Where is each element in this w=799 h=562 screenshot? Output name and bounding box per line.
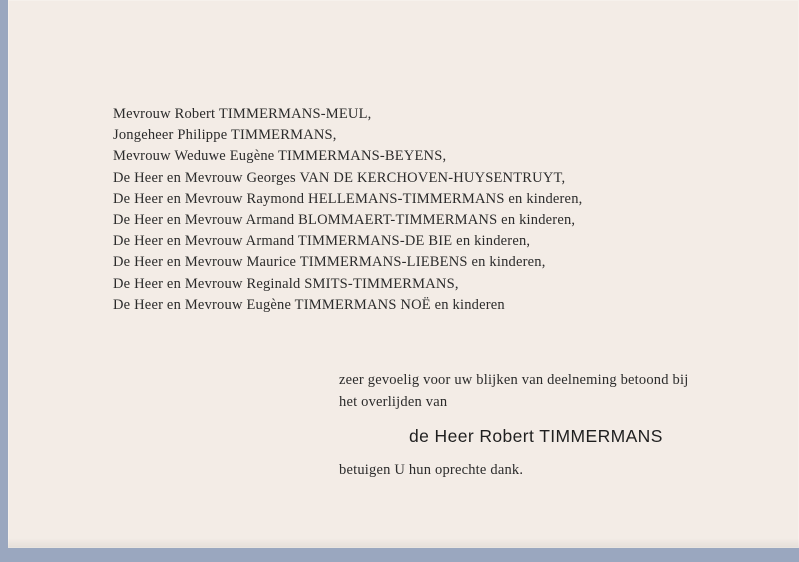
name-line: De Heer en Mevrouw Raymond HELLEMANS-TIMMERMANS en kinderen,: [113, 190, 583, 207]
name-line: Mevrouw Weduwe Eugène TIMMERMANS-BEYENS,: [113, 148, 447, 165]
name-line: De Heer en Mevrouw Georges VAN DE KERCHOVEN-HUYSENTRUYT,: [113, 169, 566, 186]
name-line: Mevrouw Robert TIMMERMANS-MEUL,: [113, 106, 372, 122]
name-line: De Heer en Mevrouw Armand TIMMERMANS-DE BIE en kinderen,: [113, 233, 531, 250]
paragraph-line: zeer gevoelig voor uw blijken van deelneming betoond bij: [339, 372, 689, 388]
family-names: [113, 104, 582, 316]
name-line: De Heer en Mevrouw Maurice TIMMERMANS-LIEBENS en kinderen,: [113, 254, 546, 271]
condolence-paragraph: [339, 370, 688, 413]
name-line: Jongeheer Philippe TIMMERMANS,: [113, 127, 337, 144]
deceased-name: de Heer Robert TIMMERMANS: [409, 426, 663, 446]
paragraph-line: het overlijden van: [339, 393, 448, 410]
closing-line: betuigen U hun oprechte dank.: [339, 462, 524, 478]
condolence-card: [8, 0, 799, 548]
name-line: De Heer en Mevrouw Reginald SMITS-TIMMERMANS,: [113, 275, 459, 292]
name-line: De Heer en Mevrouw Eugène TIMMERMANS NOË en kinderen: [113, 296, 505, 313]
name-line: De Heer en Mevrouw Armand BLOMMAERT-TIMMERMANS en kinderen,: [113, 212, 576, 229]
